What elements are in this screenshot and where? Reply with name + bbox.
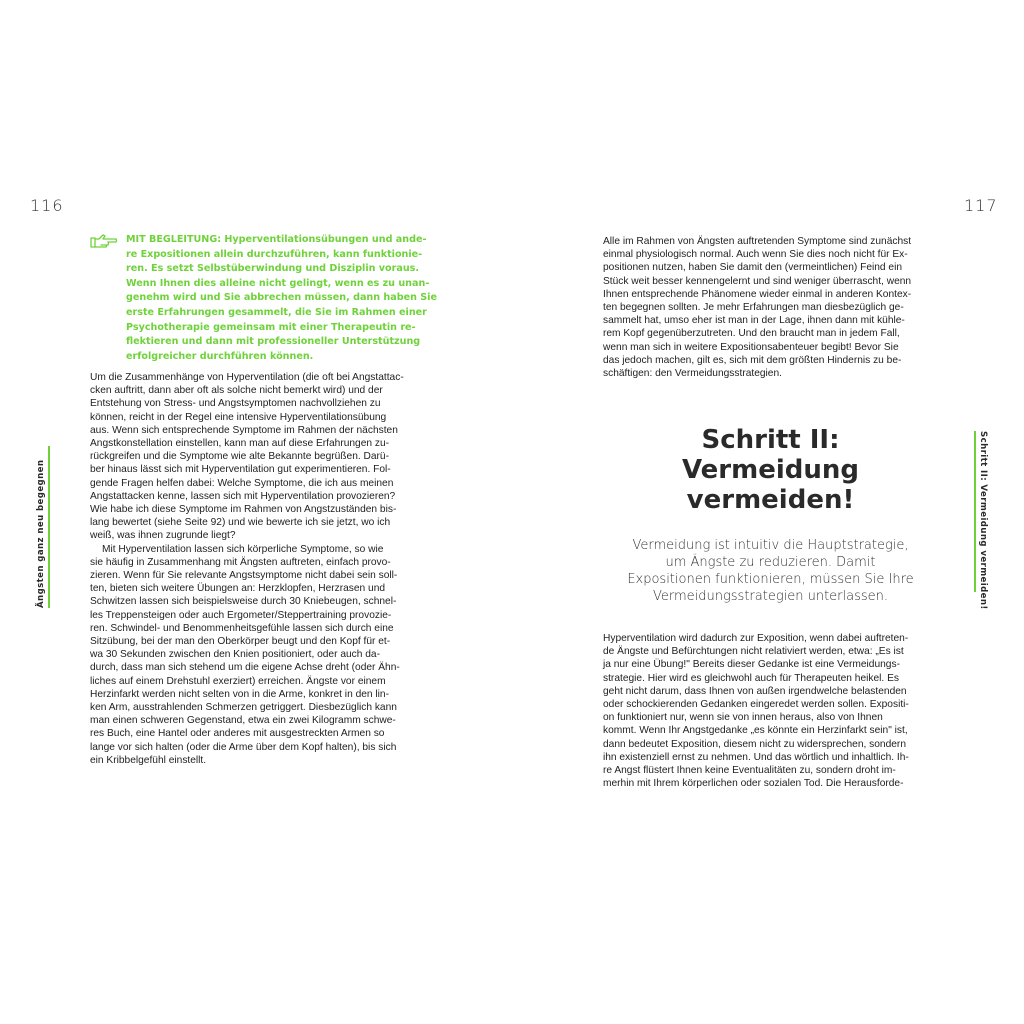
heading-line: Vermeidung [681, 455, 860, 485]
text-line: man einen schweren Gegenstand, etwa ein zwei Kilogramm schwe- [90, 715, 396, 727]
callout-line: re Expositionen allein durchzuführen, kann funktionie- [126, 248, 423, 260]
heading-line: Schritt II: [701, 425, 840, 455]
text-line: merhin mit Ihrem körperlichen oder sozialen Tod. Die Herausforde- [603, 778, 904, 790]
callout-line: genehm wird und Sie abbrechen müssen, dann haben Sie [126, 292, 437, 304]
callout-line: Psychotherapie gemeinsam mit einer Therapeutin re- [126, 321, 416, 333]
text-line: ja nur eine Übung!" Bereits dieser Gedanke ist eine Vermeidungs- [603, 659, 900, 671]
text-line: Angstkonstellation einstellen, kann man auf diese Erfahrungen zu- [90, 438, 390, 450]
text-line: rückgreifen und die Symptome wie alte Bekannte begrüßen. Darü- [90, 451, 389, 463]
callout-line: ren. Es setzt Selbstüberwindung und Disziplin voraus. [126, 263, 420, 275]
text-line: geht nicht darum, dass Ihnen von außen irgendwelche belastenden [603, 685, 907, 697]
section-subheading [603, 537, 938, 605]
text-line: sie häufig in Zusammenhang mit Ängsten auftreten, einfach provo- [90, 556, 391, 568]
text-line: Hyperventilation wird dadurch zur Exposition, wenn dabei auftreten- [603, 633, 909, 644]
text-line: wenn man sich in weitere Expositionsabenteuer begibt! Bevor Sie [603, 341, 899, 353]
text-line: gende Fragen helfen dabei: Welche Symptome, die ich aus meinen [90, 477, 394, 489]
text-line: ken Arm, ausstrahlenden Schmerzen getriggert. Diesbezüglich kann [90, 702, 397, 714]
text-line: Wie habe ich diese Symptome im Rahmen von Angstzuständen bis- [90, 504, 397, 516]
text-line: les Treppensteigen oder auch Ergometer/Steppertraining provozie- [90, 609, 392, 621]
right-body-text [603, 632, 938, 790]
text-line: liches auf einem Drehstuhl exerziert) erreichen. Ängste vor einem [90, 675, 386, 687]
callout-line: erste Erfahrungen gesammelt, die Sie im Rahmen einer [126, 306, 427, 318]
text-line: ten, bieten sich weitere Übungen an: Herzklopfen, Herzrasen und [90, 583, 386, 595]
text-line: lang bewertet (siehe Seite 92) und wie bewerte ich sie jetzt, wo ich [90, 517, 391, 529]
text-line: das jedoch machen, gilt es, sich mit dem größten Hindernis zu be- [603, 354, 902, 366]
callout-line: flektieren und dann mit professioneller Unterstützung [126, 336, 421, 348]
text-line: ber hinaus lässt sich mit Hyperventilation gut experimentieren. Fol- [90, 464, 391, 476]
right-paragraph-intro [603, 235, 938, 380]
tip-callout [90, 233, 437, 364]
subheading-line: Vermeidung ist intuitiv die Hauptstrategie, [632, 538, 909, 553]
callout-text [126, 233, 437, 364]
subheading-line: Expositionen funktionieren, müssen Sie Ihre [627, 572, 914, 587]
left-body-text [90, 371, 430, 767]
text-line: weiß, was ihnen zugrunde liegt? [90, 530, 236, 542]
callout-line: Wenn Ihnen dies alleine nicht gelingt, wenn es zu unan- [126, 277, 430, 289]
left-paragraph-1 [90, 371, 430, 543]
text-line: Angstattacken kenne, lassen sich mit Hyperventilation provozieren? [90, 490, 396, 502]
text-line: rem Kopf gegenüberzutreten. Und den braucht man in jedem Fall, [603, 328, 900, 340]
callout-line: MIT BEGLEITUNG: Hyperventilationsübungen und ande- [126, 234, 427, 245]
text-line: Sitzübung, bei der man den Oberkörper beugt und den Kopf für et- [90, 636, 391, 648]
text-line: schäftigen: den Vermeidungsstrategien. [603, 368, 782, 380]
text-line: Entstehung von Stress- und Angstsymptomen nachvollziehen zu [90, 398, 381, 410]
text-line: de Ängste und Befürchtungen nicht relativiert werden, etwa: „Es ist [603, 646, 904, 658]
text-line: kommt. Wenn Ihr Angstgedanke „es könnte ein Herzinfarkt sein" ist, [603, 725, 908, 737]
text-line: Mit Hyperventilation lassen sich körperliche Symptome, so wie [102, 543, 384, 555]
text-line: cken auftritt, dann aber oft als solche nicht bemerkt wird) und der [90, 385, 383, 397]
text-line: Herzinfarkt werden nicht selten von in die Arme, konkret in den lin- [90, 688, 389, 700]
subheading-line: um Ängste zu reduzieren. Damit [665, 555, 876, 570]
text-line: Ihnen entsprechende Phänomene wieder einmal in anderen Kontex- [603, 288, 912, 300]
chapter-tab-left: Ängsten ganz neu begegnen [36, 446, 50, 608]
text-line: Alle im Rahmen von Ängsten auftretenden Symptome sind zunächst [603, 236, 912, 247]
chapter-tab-right: Schritt II: Vermeidung vermeiden! [974, 431, 988, 592]
page-number-left: 116 [30, 196, 64, 215]
text-line: ihn existenziell ernst zu nehmen. Und das wörtlich und inhaltlich. Ih- [603, 751, 909, 763]
text-line: ein Kribbelgefühl einstellt. [90, 754, 207, 766]
left-paragraph-2 [90, 543, 430, 767]
callout-line: erfolgreicher durchführen können. [126, 350, 314, 362]
text-line: durch, dass man sich stehend um die eigene Achse dreht (oder Ähn- [90, 662, 400, 674]
subheading-line: Vermeidungsstrategien unterlassen. [652, 589, 889, 604]
text-line: wa 30 Sekunden zwischen den Knien positioniert, oder auch da- [90, 649, 380, 661]
text-line: einmal physiologisch normal. Auch wenn Sie dies noch nicht für Ex- [603, 249, 908, 261]
heading-line: vermeiden! [686, 485, 855, 515]
page-number-right: 117 [964, 196, 998, 215]
text-line: oder schockierenden Gedanken eingeredet werden sollen. Expositi- [603, 699, 909, 711]
text-line: aus. Wenn sich entsprechende Symptome im Rahmen der nächsten [90, 424, 398, 436]
text-line: Stück weit besser kennengelernt und sind weniger überrascht, wenn [603, 275, 912, 287]
text-line: re Angst flüstert Ihnen keine Eventualitäten zu, sondern droht im- [603, 765, 896, 777]
text-line: strategie. Hier wird es gleichwohl auch für Therapeuten heikel. Es [603, 672, 899, 684]
right-paragraph-body [603, 632, 938, 790]
text-line: ren. Schwindel- und Benommenheitsgefühle lassen sich durch eine [90, 622, 394, 634]
text-line: dann bedeutet Exposition, diesem nicht zu widersprechen, sondern [603, 738, 906, 750]
text-line: Schwitzen lassen sich beispielsweise durch 30 Kniebeugen, schnel- [90, 596, 397, 608]
text-line: sammelt hat, umso eher ist man in der Lage, ihnen dann mit kühle- [603, 315, 905, 327]
text-line: ten begegnen sollten. Je mehr Erfahrungen man diesbezüglich ge- [603, 302, 904, 314]
text-line: lange vor sich halten (oder die Arme über dem Kopf halten), bis sich [90, 741, 397, 753]
text-line: positionen nutzen, haben Sie damit den (vermeintlichen) Feind ein [603, 262, 903, 274]
section-heading [603, 425, 938, 515]
text-line: können, reicht in der Regel eine intensive Hyperventilationsübung [90, 411, 387, 423]
pointing-hand-icon [90, 233, 118, 249]
text-line: on funktioniert nur, wenn sie von innen heraus, also von Ihnen [603, 712, 883, 724]
text-line: Um die Zusammenhänge von Hyperventilation (die oft bei Angstattac- [90, 372, 404, 383]
right-intro-text [603, 235, 938, 380]
text-line: zieren. Wenn für Sie relevante Angstsymptome nicht dabei sein soll- [90, 570, 398, 582]
text-line: res Buch, eine Hantel oder anderes mit ausgestreckten Armen so [90, 728, 385, 740]
